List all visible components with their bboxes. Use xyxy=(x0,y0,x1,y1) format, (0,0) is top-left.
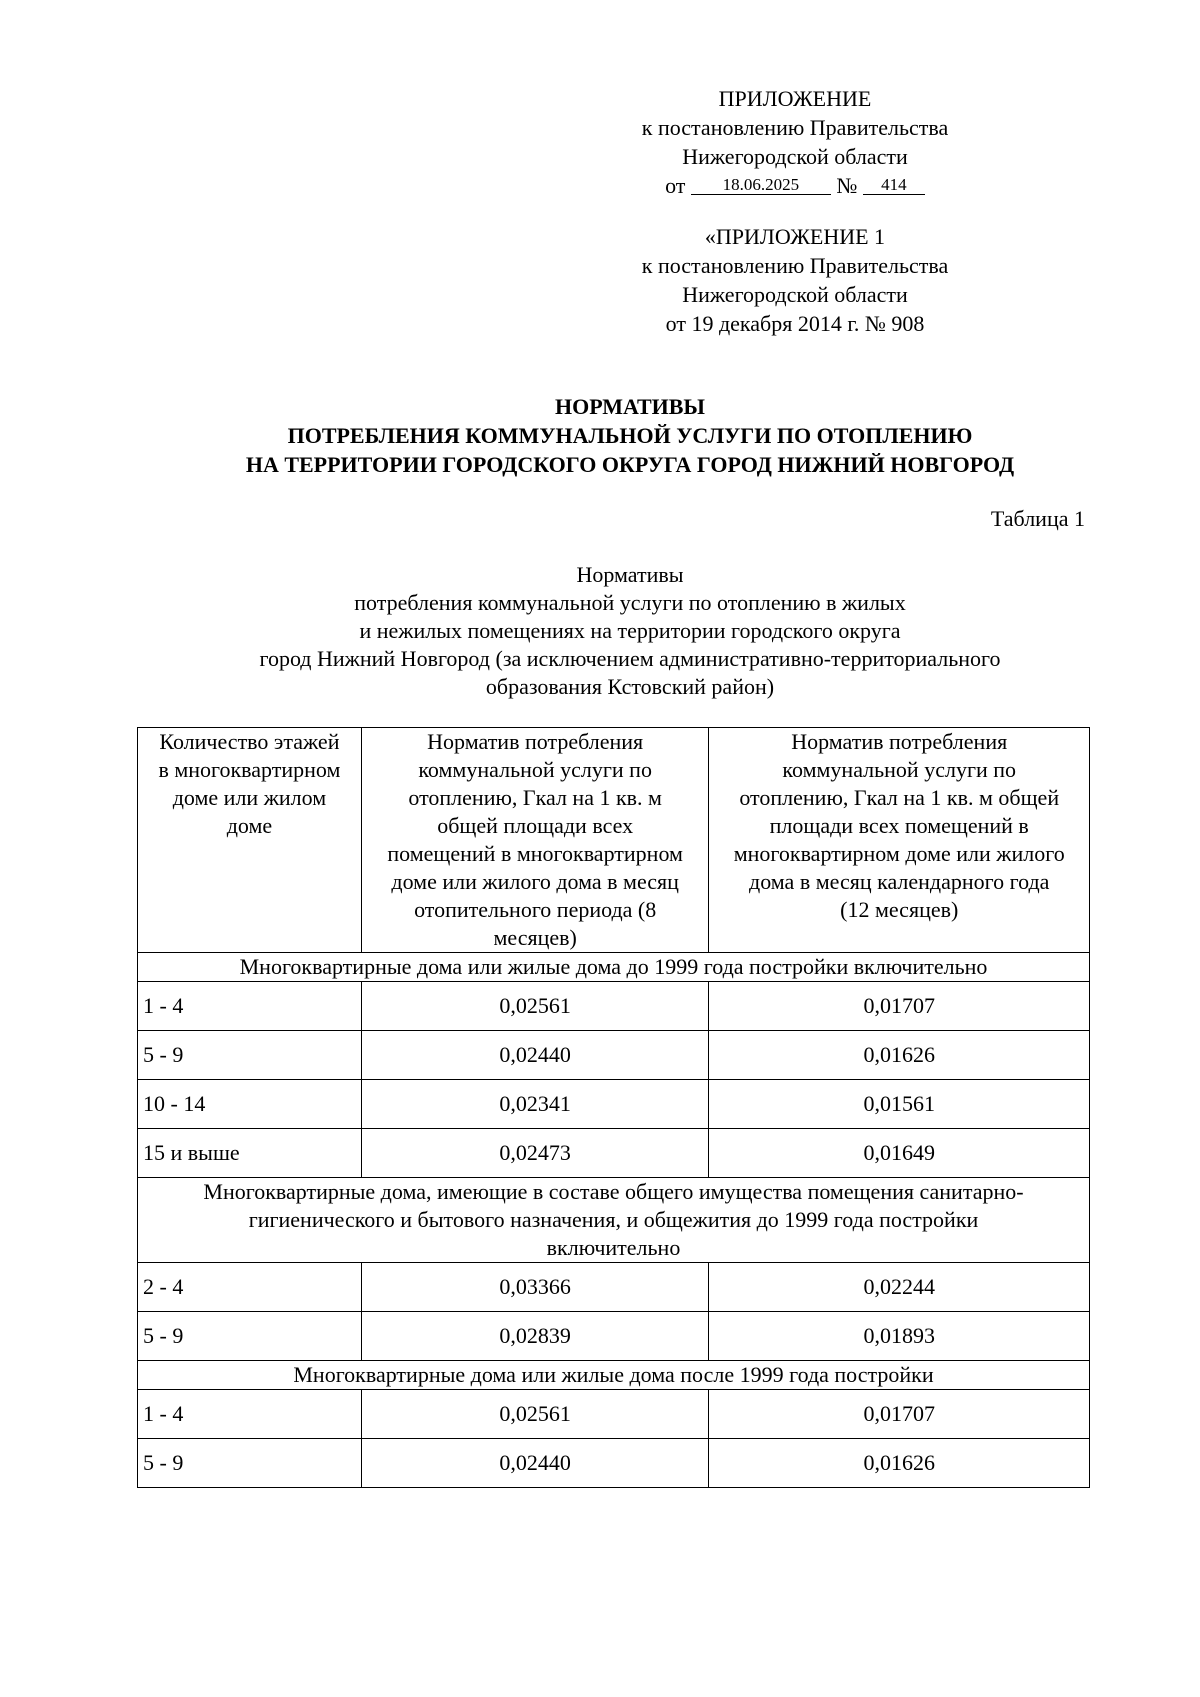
section-title-line: гигиенического и бытового назначения, и общежития до 1999 года постройки xyxy=(248,1207,979,1232)
table-row xyxy=(138,1031,1090,1080)
title-line: ПОТРЕБЛЕНИЯ КОММУНАЛЬНОЙ УСЛУГИ ПО ОТОПЛЕНИЮ xyxy=(287,423,973,448)
floors-cell: 1 - 4 xyxy=(138,982,362,1031)
calendar-year-value: 0,01561 xyxy=(709,1080,1090,1129)
table-row xyxy=(138,1312,1090,1361)
appendix-line: к постановлению Правительства xyxy=(641,115,949,140)
header-calendar-year: Норматив потребления коммунальной услуги по отоплению, Гкал на 1 кв. м общей площади всех помещений в многоквартирном доме или жилого дома в месяц календарного года (12 месяцев) xyxy=(709,728,1090,953)
section-title xyxy=(138,953,1090,982)
floors-cell: 15 и выше xyxy=(138,1129,362,1178)
calendar-year-value: 0,01893 xyxy=(709,1312,1090,1361)
appendix-date-line xyxy=(580,171,1010,200)
appendix1-stamp xyxy=(580,222,1010,338)
calendar-year-value: 0,01626 xyxy=(709,1439,1090,1488)
appendix-stamp xyxy=(580,84,1010,200)
title-line: НОРМАТИВЫ xyxy=(554,394,706,419)
calendar-year-value: 0,01707 xyxy=(709,1390,1090,1439)
section-header-row xyxy=(138,953,1090,982)
section-title-line: Многоквартирные дома или жилые дома после 1999 года постройки xyxy=(293,1362,934,1387)
floors-cell: 2 - 4 xyxy=(138,1263,362,1312)
number-sign: № xyxy=(836,173,858,198)
heating-period-value: 0,02561 xyxy=(361,982,709,1031)
norms-table-body xyxy=(138,728,1090,1488)
section-title-line: включительно xyxy=(546,1235,681,1260)
heating-period-value: 0,02473 xyxy=(361,1129,709,1178)
table-row xyxy=(138,982,1090,1031)
caption-line: потребления коммунальной услуги по отоплению в жилых xyxy=(354,590,906,615)
heating-period-value: 0,02440 xyxy=(361,1031,709,1080)
section-title-line: Многоквартирные дома или жилые дома до 1999 года постройки включительно xyxy=(239,954,988,979)
section-title xyxy=(138,1178,1090,1263)
header-floors: Количество этажей в многоквартирном доме или жилом доме xyxy=(138,728,362,953)
heating-period-value: 0,02341 xyxy=(361,1080,709,1129)
date-prefix: от xyxy=(665,173,686,198)
heating-period-value: 0,02440 xyxy=(361,1439,709,1488)
floors-cell: 5 - 9 xyxy=(138,1312,362,1361)
table-row xyxy=(138,1390,1090,1439)
calendar-year-value: 0,01649 xyxy=(709,1129,1090,1178)
table-label: Таблица 1 xyxy=(990,506,1085,531)
floors-cell: 5 - 9 xyxy=(138,1031,362,1080)
title-line: НА ТЕРРИТОРИИ ГОРОДСКОГО ОКРУГА ГОРОД НИЖНИЙ НОВГОРОД xyxy=(245,452,1015,477)
number-value: 414 xyxy=(863,176,925,195)
caption-line: Нормативы xyxy=(576,562,684,587)
calendar-year-value: 0,01707 xyxy=(709,982,1090,1031)
appendix-line: Нижегородской области xyxy=(682,144,908,169)
table-row xyxy=(138,1129,1090,1178)
table-row xyxy=(138,1439,1090,1488)
heating-period-value: 0,02561 xyxy=(361,1390,709,1439)
caption-line: и нежилых помещениях на территории городского округа xyxy=(359,618,901,643)
floors-cell: 1 - 4 xyxy=(138,1390,362,1439)
section-title-line: Многоквартирные дома, имеющие в составе общего имущества помещения санитарно- xyxy=(203,1179,1024,1204)
calendar-year-value: 0,01626 xyxy=(709,1031,1090,1080)
floors-cell: 10 - 14 xyxy=(138,1080,362,1129)
norms-table xyxy=(137,727,1090,1488)
appendix1-line: к постановлению Правительства xyxy=(641,253,949,278)
section-title xyxy=(138,1361,1090,1390)
document-title xyxy=(80,392,1180,479)
appendix-title: ПРИЛОЖЕНИЕ xyxy=(718,86,872,111)
table-header-row xyxy=(138,728,1090,953)
section-header-row xyxy=(138,1178,1090,1263)
caption-line: образования Кстовский район) xyxy=(485,674,775,699)
caption-line: город Нижний Новгород (за исключением административно-территориального xyxy=(259,646,1001,671)
heating-period-value: 0,03366 xyxy=(361,1263,709,1312)
appendix1-line: от 19 декабря 2014 г. № 908 xyxy=(665,311,925,336)
table-row xyxy=(138,1263,1090,1312)
table-row xyxy=(138,1080,1090,1129)
date-value: 18.06.2025 xyxy=(691,176,831,195)
heating-period-value: 0,02839 xyxy=(361,1312,709,1361)
section-header-row xyxy=(138,1361,1090,1390)
floors-cell: 5 - 9 xyxy=(138,1439,362,1488)
calendar-year-value: 0,02244 xyxy=(709,1263,1090,1312)
table-caption xyxy=(130,561,1130,701)
header-heating-period: Норматив потребления коммунальной услуги по отоплению, Гкал на 1 кв. м общей площади всех помещений в многоквартирном доме или жилого дома в месяц отопительного периода (8 месяцев) xyxy=(361,728,709,953)
appendix1-line: Нижегородской области xyxy=(682,282,908,307)
appendix1-title: «ПРИЛОЖЕНИЕ 1 xyxy=(704,224,886,249)
